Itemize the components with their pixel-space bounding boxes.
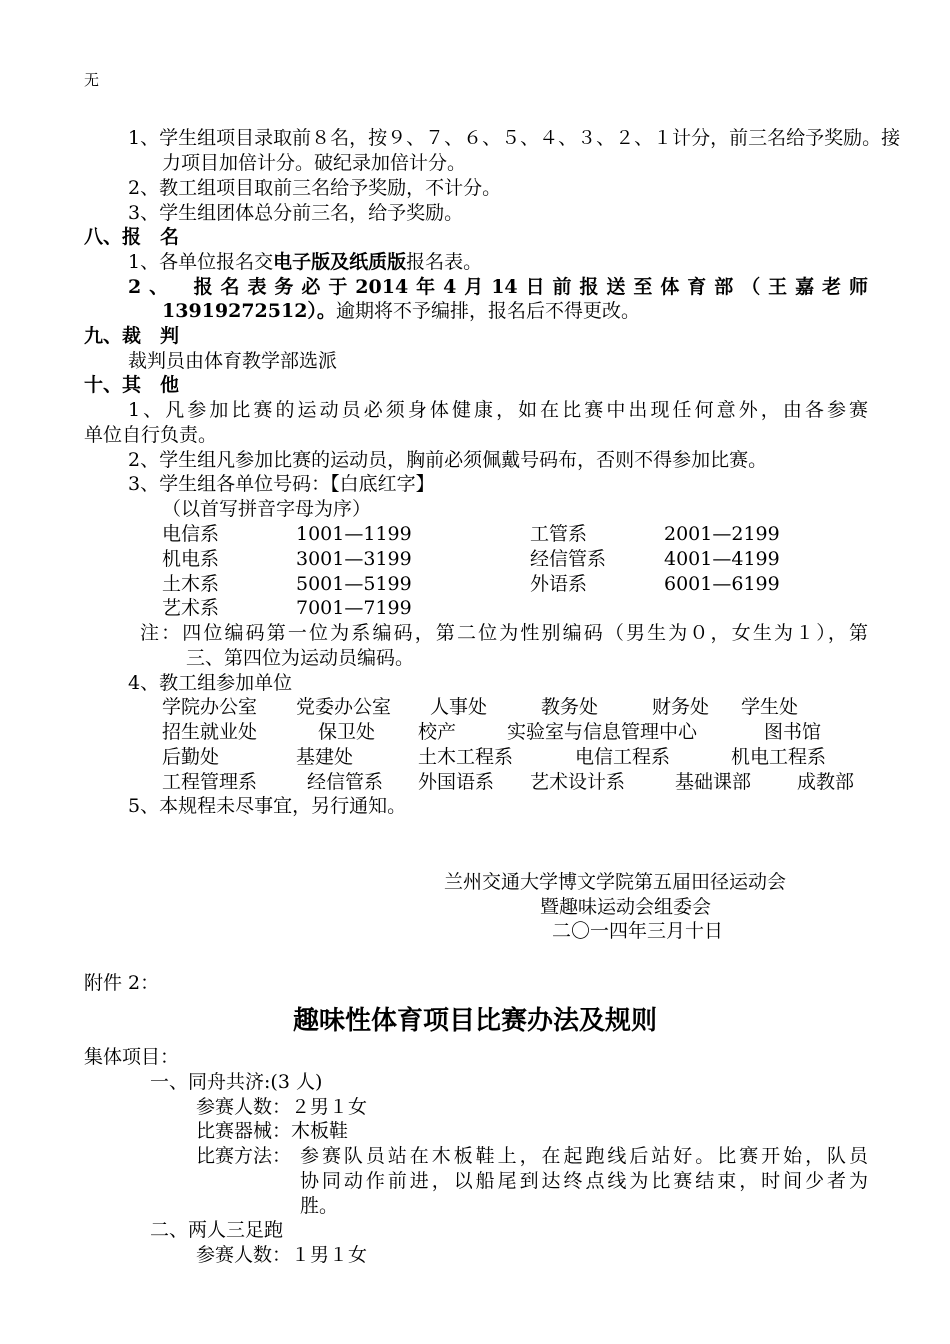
header-mark: 无	[84, 71, 100, 89]
signature-date: 二〇一四年三月十日	[552, 920, 724, 942]
attachment-label: 附件 2：	[84, 972, 160, 994]
unit-item: 工程管理系	[162, 771, 258, 793]
event-1-method-line-2: 协同动作前进，以船尾到达终点线为比赛结束，时间少者为	[300, 1170, 868, 1192]
rule-3: 3、学生组团体总分前三名，给予奖励。	[128, 202, 464, 224]
unit-item: 人事处	[430, 696, 488, 718]
rule-2: 2、教工组项目取前三名给予奖励，不计分。	[128, 177, 502, 199]
section-10-item-1-line-1: 1、凡参加比赛的运动员必须身体健康，如在比赛中出现任何意外，由各参赛	[128, 399, 868, 421]
unit-item: 保卫处	[318, 721, 376, 743]
code-range: 7001—7199	[296, 597, 412, 619]
code-range: 4001—4199	[664, 548, 780, 570]
section-10-item-3-sub: （以首写拼音字母为序）	[162, 498, 372, 520]
code-range: 3001—3199	[296, 548, 412, 570]
code-range: 1001—1199	[296, 523, 412, 545]
unit-item: 基础课部	[675, 771, 752, 793]
unit-item: 经信管系	[307, 771, 384, 793]
unit-item: 机电工程系	[731, 746, 827, 768]
note-line-1: 注：四位编码第一位为系编码，第二位为性别编码（男生为０，女生为１），第	[140, 622, 868, 644]
section-10-heading: 十、其 他	[84, 374, 180, 396]
code-range: 5001—5199	[296, 573, 412, 595]
unit-item: 外国语系	[418, 771, 495, 793]
event-1-equipment: 比赛器械：木板鞋	[196, 1120, 349, 1142]
item-1-suffix: 报名表。	[406, 251, 483, 273]
section-10-item-2: 2、学生组凡参加比赛的运动员，胸前必须佩戴号码布，否则不得参加比赛。	[128, 449, 768, 471]
code-dept: 电信系	[162, 523, 220, 545]
code-dept: 经信管系	[530, 548, 607, 570]
code-dept: 外语系	[530, 573, 588, 595]
unit-item: 土木工程系	[418, 746, 514, 768]
signature-line-2: 暨趣味运动会组委会	[540, 896, 712, 918]
item-2-rest: 逾期将不予编排，报名后不得更改。	[335, 300, 640, 322]
code-dept: 艺术系	[162, 597, 220, 619]
unit-item: 成教部	[797, 771, 855, 793]
section-9-heading: 九、裁 判	[84, 325, 180, 347]
section-10-item-5: 5、本规程未尽事宜，另行通知。	[128, 795, 407, 817]
item-1-prefix: 1、各单位报名交	[128, 251, 274, 273]
rule-1-line-2: 力项目加倍计分。破纪录加倍计分。	[162, 152, 467, 174]
event-1-method-line-1: 参赛队员站在木板鞋上，在起跑线后站好。比赛开始，队员	[300, 1145, 868, 1167]
rule-1-line-1: 1、学生组项目录取前８名，按９、７、６、５、４、３、２、１计分，前三名给予奖励。接	[128, 127, 901, 149]
section-10-item-4: 4、教工组参加单位	[128, 672, 293, 694]
event-2-people: 参赛人数：１男１女	[196, 1244, 368, 1266]
unit-item: 艺术设计系	[530, 771, 626, 793]
section-8-heading: 八、报 名	[84, 226, 180, 248]
unit-item: 校产	[418, 721, 457, 743]
unit-item: 基建处	[296, 746, 354, 768]
section-8-item-2-line-2	[162, 299, 640, 324]
unit-item: 招生就业处	[162, 721, 258, 743]
section-10-item-3: 3、学生组各单位号码：【白底红字】	[128, 473, 435, 495]
code-dept: 土木系	[162, 573, 220, 595]
section-10-item-1-line-2: 单位自行负责。	[84, 424, 218, 446]
item-1-bold: 电子版及纸质版	[273, 251, 407, 273]
section-8-item-2-line-1: 2、 报名表务必于2014年4月14日前报送至体育部（王嘉老师	[128, 276, 868, 298]
section-9-text: 裁判员由体育教学部选派	[128, 350, 338, 372]
unit-item: 财务处	[652, 696, 710, 718]
event-1-method-label: 比赛方法：	[196, 1145, 292, 1167]
unit-item: 图书馆	[764, 721, 822, 743]
phone-number: 13919272512）。	[162, 300, 336, 322]
unit-item: 后勤处	[162, 746, 220, 768]
unit-item: 电信工程系	[575, 746, 671, 768]
event-1-name: 一、同舟共济:(3 人)	[150, 1071, 323, 1093]
attachment-title: 趣味性体育项目比赛办法及规则	[292, 1006, 657, 1036]
section-8-item-1	[128, 250, 482, 275]
unit-item: 党委办公室	[296, 696, 392, 718]
event-1-people: 参赛人数：２男１女	[196, 1096, 368, 1118]
event-2-name: 二、两人三足跑	[150, 1219, 284, 1241]
code-range: 6001—6199	[664, 573, 780, 595]
code-range: 2001—2199	[664, 523, 780, 545]
signature-line-1: 兰州交通大学博文学院第五届田径运动会	[444, 871, 787, 893]
code-dept: 工管系	[530, 523, 588, 545]
unit-item: 教务处	[541, 696, 599, 718]
unit-item: 学生处	[741, 696, 799, 718]
code-dept: 机电系	[162, 548, 220, 570]
note-line-2: 三、第四位为运动员编码。	[186, 647, 415, 669]
unit-item: 实验室与信息管理中心	[507, 721, 698, 743]
unit-item: 学院办公室	[162, 696, 258, 718]
event-1-method-line-3: 胜。	[300, 1195, 339, 1217]
group-heading: 集体项目：	[84, 1046, 180, 1068]
